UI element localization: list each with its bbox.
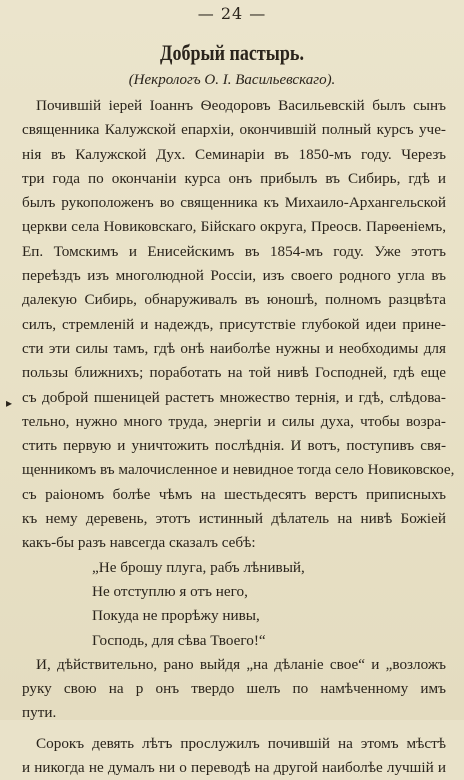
- text-line: священника Калужской епархіи, окончившій полный курсъ уче-: [22, 121, 446, 139]
- verse-line: „Не брошу плуга, рабъ лѣнивый,: [92, 558, 305, 576]
- margin-mark: ▸: [6, 396, 13, 410]
- text-line: Почившій iерей Iоаннъ Ѳеодоровъ Васильевскій былъ сынъ: [36, 97, 446, 114]
- text-line: нія въ Калужской Дух. Семинаріи въ 1850-мъ году. Черезъ: [22, 145, 446, 163]
- text-line: три года по окончаніи курса онъ прибылъ въ Сибирь, гдѣ и: [22, 169, 446, 187]
- text-line: переѣздъ изъ многолюдной Россіи, изъ своего родного угла въ: [22, 267, 446, 285]
- article-title: Добрый пастырь.: [160, 40, 304, 65]
- text-line: далекую Сибирь, обнаруживалъ въ юношѣ, полномъ разцвѣта: [22, 291, 446, 309]
- text-line: сти эти силы тамъ, гдѣ онѣ наиболѣе нужны и необходимы для: [22, 339, 446, 357]
- text-line: церкви села Новиковскаго, Бійскаго округа, Преосв. Парѳеніемъ,: [22, 218, 446, 236]
- text-line: былъ рукоположенъ во священника къ Михаило-Архангельской: [22, 194, 446, 212]
- text-line: пользы ближнихъ; поработать на той нивѣ Господней, гдѣ еще: [22, 364, 446, 382]
- text-line: съ раіономъ болѣе чѣмъ на шестьдесятъ верстъ приписныхъ: [22, 485, 446, 503]
- text-line: и никогда не думалъ ни о переводѣ на другой наиболѣе лучшій и: [22, 759, 446, 777]
- verse-line: Покуда не прорѣжу нивы,: [92, 607, 260, 625]
- text-line: Еп. Томскимъ и Енисейскимъ въ 1854-мъ году. Уже этотъ: [22, 242, 446, 260]
- text-line: Сорокъ девять лѣтъ прослужилъ почившій на этомъ мѣстѣ: [36, 734, 446, 752]
- text-line: къ нему деревень, этотъ истинный дѣлатель на нивѣ Божіей: [22, 510, 446, 528]
- article-body: [22, 94, 455, 780]
- verse-line: Не отступлю я отъ него,: [92, 582, 248, 600]
- text-line: щенникомъ въ малочисленное и невидное тогда село Новиковское,: [22, 461, 455, 479]
- text-line: пути.: [22, 704, 57, 722]
- text-line: какъ-бы разъ навсегда сказалъ себѣ:: [22, 534, 256, 552]
- text-line: силъ, стремленій и надеждъ, присутствіе глубокой идеи прине-: [22, 315, 446, 333]
- verse-line: Господь, для сѣва Твоего!“: [92, 631, 266, 649]
- text-line: съ доброй пшеницей растетъ множество тернія, и гдѣ, слѣдова-: [22, 388, 446, 406]
- article-subtitle: (Некрологъ О. I. Васильевскаго).: [128, 72, 336, 88]
- text-line: И, дѣйствительно, рано выйдя „на дѣланіе свое“ и „возложъ: [36, 655, 446, 673]
- text-line: стить первую и уничтожить послѣднія. И вотъ, поступивъ свя-: [22, 437, 446, 455]
- text-line: руку свою на р онъ твердо шелъ по намѣченному имъ: [22, 680, 446, 698]
- text-line: тельно, нужно много труда, энергіи и силы духа, чтобы возра-: [22, 412, 446, 430]
- page-number: — 24 —: [197, 4, 267, 23]
